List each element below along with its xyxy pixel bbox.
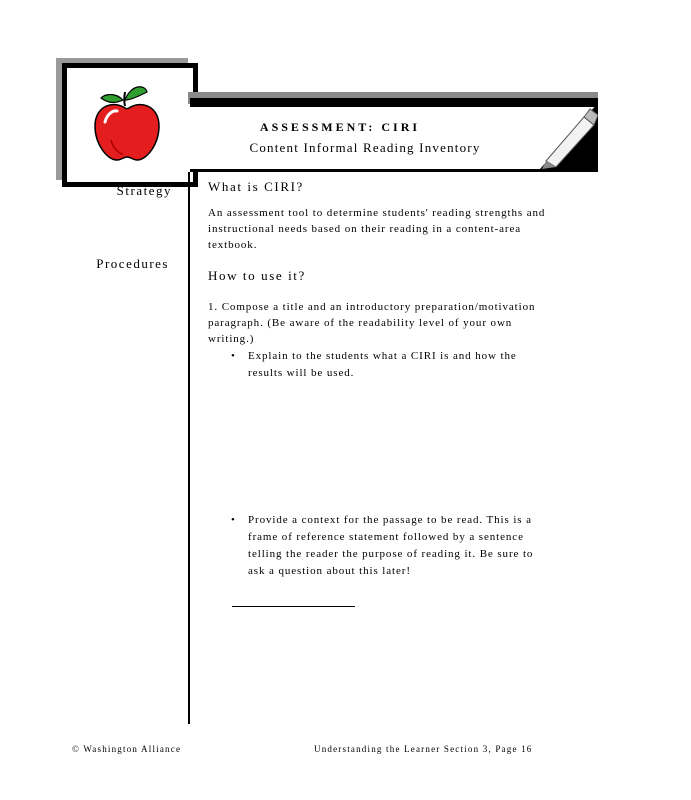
bullet-marker: •: [231, 350, 236, 362]
footer-copyright: © Washington Alliance: [72, 744, 182, 754]
list-item-text: Explain to the students what a CIRI is and how the results will be used.: [248, 350, 517, 379]
header-band: [190, 98, 598, 107]
page-title: ASSESSMENT: CIRI: [259, 120, 421, 134]
sidebar-label-procedures: Procedures: [96, 256, 169, 271]
apple-box: [62, 63, 198, 187]
bullet-marker: •: [231, 514, 236, 526]
what-paragraph: An assessment tool to determine students' reading strengths and instructional needs based on their reading in a content-area textbook.: [208, 207, 546, 251]
column-divider: [188, 172, 190, 724]
pen-icon: [540, 103, 598, 169]
apple-icon: [87, 78, 167, 168]
footnote-rule: [232, 606, 355, 607]
what-heading: What is CIRI?: [208, 179, 304, 194]
page-subtitle: Content Informal Reading Inventory: [249, 140, 481, 155]
step-1-paragraph: 1. Compose a title and an introductory preparation/motivation paragraph. (Be aware of the readability level of your own writing.): [208, 301, 536, 345]
how-heading: How to use it?: [208, 268, 306, 283]
list-item-text: Provide a context for the passage to be read. This is a frame of reference statement followed by a sentence telling the reader the purpose of reading it. Be sure to ask a question about this later!: [248, 514, 534, 577]
footer-page-info: Understanding the Learner Section 3, Page 16: [314, 744, 533, 754]
sidebar-label-strategy: Strategy: [116, 183, 172, 198]
